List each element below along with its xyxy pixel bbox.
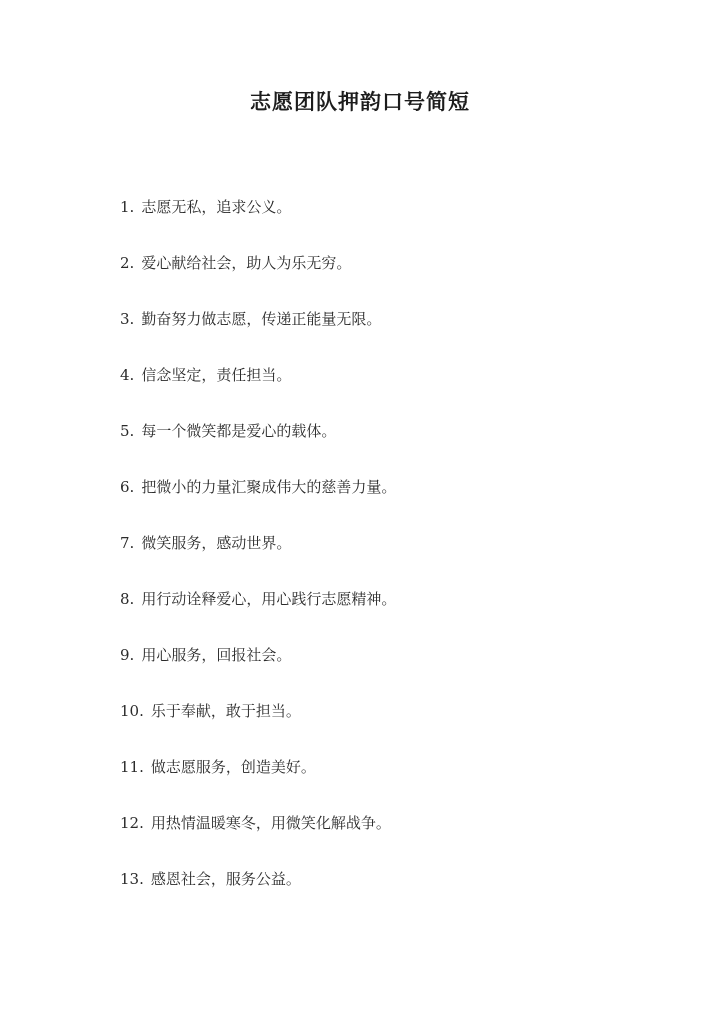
list-item <box>120 700 396 756</box>
list-item <box>120 308 396 364</box>
list-item <box>120 756 396 812</box>
item-number: 9. <box>120 646 135 664</box>
slogan-list <box>120 196 396 924</box>
item-number: 10. <box>120 702 144 720</box>
list-item <box>120 364 396 420</box>
list-item <box>120 196 396 252</box>
item-text: 感恩社会，服务公益。 <box>150 870 301 888</box>
item-text: 把微小的力量汇聚成伟大的慈善力量。 <box>141 478 397 496</box>
item-number: 6. <box>120 478 135 496</box>
list-item <box>120 644 396 700</box>
item-text: 用热情温暖寒冬，用微笑化解战争。 <box>150 814 391 832</box>
item-number: 13. <box>120 870 144 888</box>
list-item <box>120 588 396 644</box>
item-text: 勤奋努力做志愿，传递正能量无限。 <box>141 310 382 328</box>
item-number: 11. <box>120 758 144 776</box>
item-text: 用心服务，回报社会。 <box>141 646 292 664</box>
item-text: 每一个微笑都是爱心的载体。 <box>141 422 337 440</box>
item-text: 做志愿服务，创造美好。 <box>150 758 316 776</box>
document-title: 志愿团队押韵口号简短 <box>250 89 470 114</box>
list-item <box>120 252 396 308</box>
item-number: 7. <box>120 534 135 552</box>
item-number: 2. <box>120 254 135 272</box>
item-text: 用行动诠释爱心，用心践行志愿精神。 <box>141 590 397 608</box>
item-text: 微笑服务，感动世界。 <box>141 534 292 552</box>
item-number: 4. <box>120 366 135 384</box>
list-item <box>120 532 396 588</box>
item-text: 信念坚定，责任担当。 <box>141 366 292 384</box>
list-item <box>120 476 396 532</box>
item-text: 爱心献给社会，助人为乐无穷。 <box>141 254 352 272</box>
list-item <box>120 812 396 868</box>
item-text: 乐于奉献，敢于担当。 <box>150 702 301 720</box>
list-item <box>120 420 396 476</box>
item-number: 3. <box>120 310 135 328</box>
item-number: 8. <box>120 590 135 608</box>
list-item <box>120 868 396 924</box>
item-text: 志愿无私，追求公义。 <box>141 198 292 216</box>
item-number: 12. <box>120 814 144 832</box>
item-number: 5. <box>120 422 135 440</box>
item-number: 1. <box>120 198 135 216</box>
